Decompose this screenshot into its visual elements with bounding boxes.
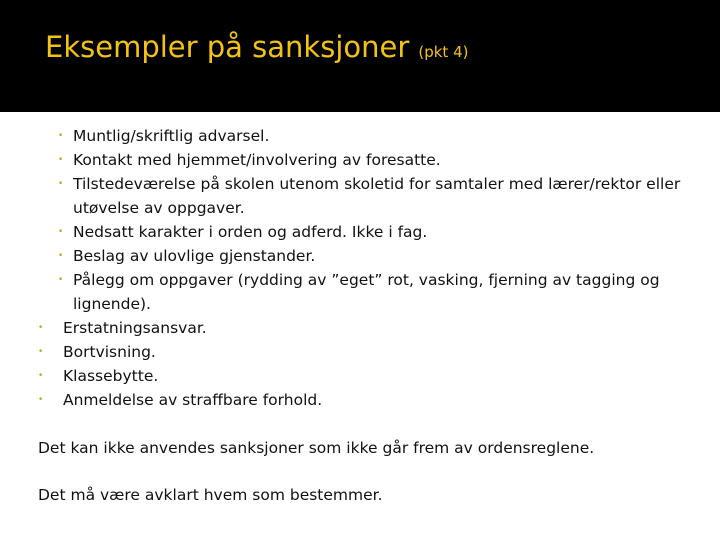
- list-item: • Erstatningsansvar.: [0, 316, 720, 340]
- paragraph-ordensregler: Det kan ikke anvendes sanksjoner som ikke går frem av ordensreglene.: [38, 439, 595, 457]
- list-item: • Kontakt med hjemmet/involvering av foresatte.: [0, 148, 720, 172]
- title-text: Eksempler på sanksjoner: [45, 30, 410, 64]
- bullet-icon: •: [58, 131, 64, 141]
- title-suffix: (pkt 4): [418, 43, 469, 61]
- bullet-icon: •: [58, 155, 64, 165]
- list-item: • Nedsatt karakter i orden og adferd. Ikke i fag.: [0, 220, 720, 244]
- bullet-icon: •: [58, 179, 64, 189]
- sanction-list: [0, 124, 720, 412]
- list-item: • Pålegg om oppgaver (rydding av ”eget” rot, vasking, fjerning av tagging og lignende).: [0, 268, 720, 316]
- title-bar: [0, 0, 720, 112]
- list-item: • Anmeldelse av straffbare forhold.: [0, 388, 720, 412]
- list-item: • Bortvisning.: [0, 340, 720, 364]
- list-item: • Klassebytte.: [0, 364, 720, 388]
- slide-title: [45, 30, 468, 64]
- list-item: • Tilstedeværelse på skolen utenom skoletid for samtaler med lærer/rektor eller utøvelse av oppgaver.: [0, 172, 720, 220]
- list-item: • Muntlig/skriftlig advarsel.: [0, 124, 720, 148]
- bullet-icon: •: [38, 395, 44, 405]
- bullet-icon: •: [38, 323, 44, 333]
- bullet-icon: •: [38, 371, 44, 381]
- list-item: • Beslag av ulovlige gjenstander.: [0, 244, 720, 268]
- bullet-icon: •: [58, 227, 64, 237]
- bullet-icon: •: [58, 251, 64, 261]
- bullet-icon: •: [58, 275, 64, 285]
- bullet-icon: •: [38, 347, 44, 357]
- paragraph-avklart: Det må være avklart hvem som bestemmer.: [38, 486, 383, 504]
